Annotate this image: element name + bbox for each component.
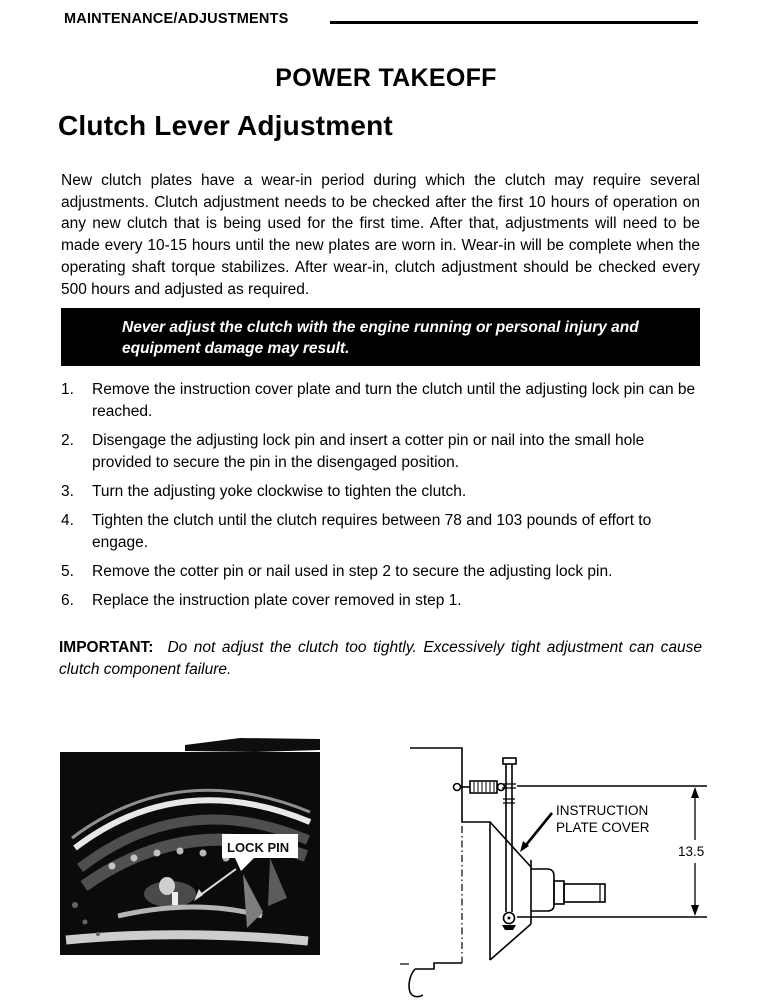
step-item [61, 510, 702, 554]
page-header: MAINTENANCE/ADJUSTMENTS [64, 11, 289, 27]
important-label: IMPORTANT: [59, 639, 154, 656]
step-item [61, 379, 702, 423]
step-number: 1. [61, 381, 74, 398]
step-number: 2. [61, 432, 74, 449]
step-text: Replace the instruction plate cover removed in step 1. [92, 592, 462, 609]
lock-pin-label: LOCK PIN [227, 840, 290, 855]
step-text: Turn the adjusting yoke clockwise to tighten the clutch. [92, 483, 467, 500]
important-note [59, 637, 702, 680]
diagram-labels [556, 803, 704, 859]
step-text: Remove the cotter pin or nail used in step 2 to secure the adjusting lock pin. [92, 563, 613, 580]
step-number: 4. [61, 512, 74, 529]
step-text: Disengage the adjusting lock pin and insert a cotter pin or nail into the small hole provided to secure the pin in the disengaged position. [92, 432, 645, 471]
important-text: Do not adjust the clutch too tightly. Excessively tight adjustment can cause clutch component failure. [59, 639, 702, 678]
header-rule [330, 21, 698, 24]
instruction-plate-cover-label-line1: INSTRUCTION [556, 803, 649, 818]
dimension-label: 13.5 [678, 844, 705, 859]
intro-paragraph: New clutch plates have a wear-in period during which the clutch may require several adjustments. Clutch adjustment needs to be checked after the first 10 hours of operation on any new clutch that is being used for the first time. After that, adjustments will need to be made every 10-15 hours until the new plates are worn in. Wear-in will be complete when the operating shaft torque stabilizes. After wear-in, clutch adjustment should be checked every 500 hours and adjusted as required. [61, 172, 700, 298]
warning-text: Never adjust the clutch with the engine running or personal injury and equipment damage may result. [122, 319, 639, 357]
step-item [61, 590, 702, 612]
section-title: POWER TAKEOFF [275, 64, 497, 92]
step-number: 3. [61, 483, 74, 500]
clutch-diagram-figure [398, 738, 712, 1000]
step-text: Tighten the clutch until the clutch requires between 78 and 103 pounds of effort to engage. [92, 512, 652, 551]
step-number: 5. [61, 563, 74, 580]
step-number: 6. [61, 592, 74, 609]
steps-list [61, 379, 702, 619]
warning-box [61, 308, 700, 366]
step-item [61, 481, 702, 503]
step-text: Remove the instruction cover plate and turn the clutch until the adjusting lock pin can be reached. [92, 381, 696, 420]
subsection-title: Clutch Lever Adjustment [58, 110, 393, 141]
step-item [61, 561, 702, 583]
diagram-linework [400, 748, 707, 997]
instruction-plate-cover-label-line2: PLATE COVER [556, 820, 650, 835]
clutch-photo-figure [60, 737, 320, 957]
step-item [61, 430, 702, 474]
